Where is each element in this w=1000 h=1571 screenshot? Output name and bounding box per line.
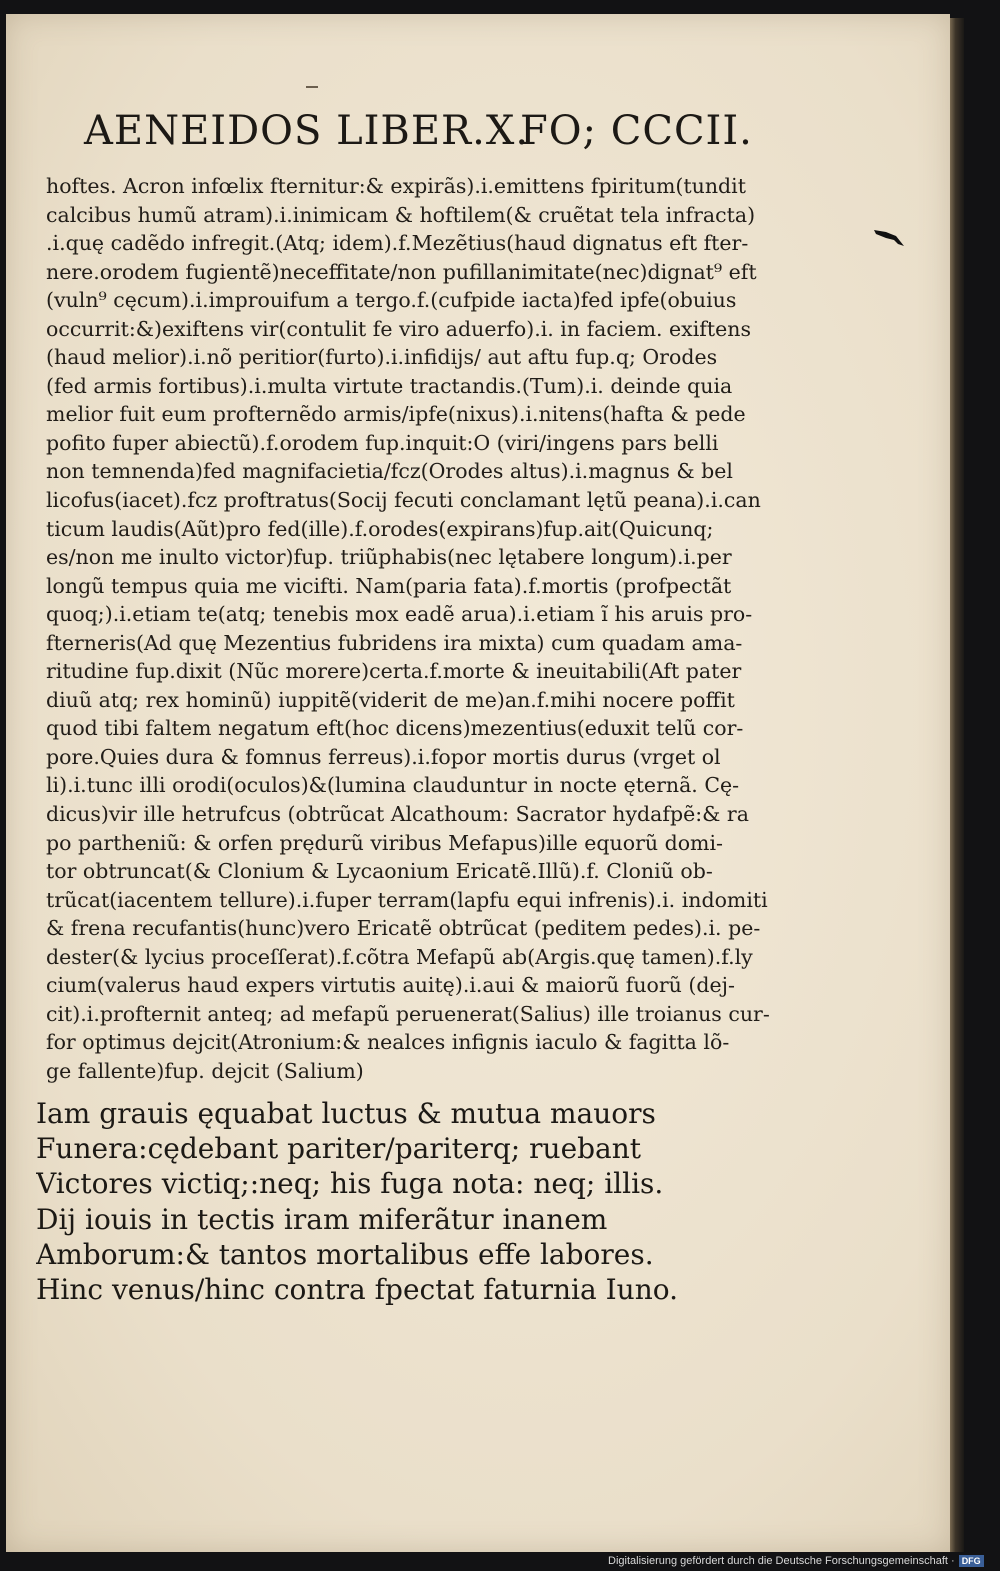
commentary-line: cium(valerus haud expers virtutis auitę).i.aui & maiorũ fuorũ (dej- [46,973,735,998]
ink-mark [306,86,318,88]
commentary-line: quod tibi faltem negatum eft(hoc dicens)mezentius(eduxit telũ cor- [46,716,744,741]
commentary-line: dester(& lycius proceſſerat).f.cõtra Mefapũ ab(Argis.quę tamen).f.ly [46,944,753,969]
folio-number: FO; CCCII. [520,108,753,154]
pointing-hand-icon [872,224,906,250]
credit-text: Digitalisierung gefördert durch die Deutsche Forschungsgemeinschaft · [608,1555,955,1567]
commentary-block [46,172,786,1086]
commentary-line: non temnenda)fed magnifacietia/fcz(Orodes altus).i.magnus & bel [46,459,733,484]
commentary-line: pofito fuper abiectũ).f.orodem fup.inquit:O (viri/ingens pars belli [46,430,719,455]
verse-line: Hinc venus/hinc contra fpectat faturnia Iuno. [36,1272,678,1306]
commentary-line: nere.orodem fugientẽ)neceffitate/non pufillanimitate(nec)dignat⁹ eft [46,259,757,284]
commentary-line: .i.quę cadẽdo infregit.(Atq; idem).f.Mezẽtius(haud dignatus eft fter- [46,231,749,256]
commentary-line: (haud melior).i.nõ peritior(furto).i.infidijs/ aut aftu fup.q; Orodes [46,345,718,370]
commentary-line: licofus(iacet).fcz proftratus(Socij fecuti conclamant lętũ peana).i.can [46,488,761,513]
commentary-line: pore.Quies dura & fomnus ferreus).i.fopor mortis durus (vrget ol [46,744,721,769]
verse-line: Amborum:& tantos mortalibus effe labores. [36,1237,654,1271]
commentary-line: (vuln⁹ cęcum).i.improuifum a tergo.f.(cufpide iacta)fed ipfe(obuius [46,288,737,313]
commentary-line: diuũ atq; rex hominũ) iuppitẽ(viderit de me)an.f.mihi nocere poffit [46,687,735,712]
digitization-credit [608,1553,998,1569]
commentary-line: cit).i.profternit anteq; ad mefapũ peruenerat(Salius) ille troianus cur- [46,1001,770,1026]
commentary-line: (fed armis fortibus).i.multa virtute tractandis.(Tum).i. deinde quia [46,373,733,398]
book-page [6,14,950,1552]
commentary-line: for optimus dejcit(Atronium:& nealces infignis iaculo & fagitta lõ- [46,1030,730,1055]
commentary-line: po partheniũ: & orfen prędurũ viribus Mefapus)ille equorũ domi- [46,830,723,855]
commentary-line: fterneris(Ad quę Mezentius fubridens ira mixta) cum quadam ama- [46,630,743,655]
page-edge [950,18,964,1552]
verse-line: Dij iouis in tectis iram miferãtur inanem [36,1202,608,1236]
header-title: AENEIDOS LIBER.X. [84,108,530,154]
commentary-line: quoq;).i.etiam te(atq; tenebis mox eadẽ arua).i.etiam ĩ his aruis pro- [46,602,753,627]
verse-block [36,1096,696,1307]
commentary-line: hoftes. Acron infœlix fternitur:& expirãs).i.emittens fpiritum(tundit [46,174,746,198]
commentary-line: melior fuit eum profternẽdo armis/ipfe(nixus).i.nitens(hafta & pede [46,402,746,427]
commentary-line: occurrit:&)exiftens vir(contulit fe viro aduerfo).i. in faciem. exiftens [46,316,751,341]
commentary-line: li).i.tunc illi orodi(oculos)&(lumina clauduntur in nocte ęternã. Cę- [46,773,740,798]
commentary-line: trũcat(iacentem tellure).i.fuper terram(lapfu equi infrenis).i. indomiti [46,887,768,912]
commentary-line: tor obtruncat(& Clonium & Lycaonium Ericatẽ.Illũ).f. Cloniũ ob- [46,859,713,884]
commentary-line: longũ tempus quia me vicifti. Nam(paria fata).f.mortis (profpectãt [46,573,732,598]
commentary-line: es/non me inulto victor)fup. triũphabis(nec lętabere longum).i.per [46,545,732,570]
commentary-line: calcibus humũ atram).i.inimicam & hoftilem(& cruẽtat tela infracta) [46,202,756,227]
verse-line: Iam grauis ęquabat luctus & mutua mauors [36,1097,656,1130]
commentary-line: ritudine fup.dixit (Nũc morere)certa.f.morte & ineuitabili(Aft pater [46,659,742,684]
verse-line: Funera:cędebant pariter/pariterq; ruebant [36,1132,642,1166]
dfg-logo: DFG [959,1555,984,1567]
commentary-line: & frena recufantis(hunc)vero Ericatẽ obtrũcat (peditem pedes).i. pe- [46,916,761,941]
commentary-line: dicus)vir ille hetrufcus (obtrũcat Alcathoum: Sacrator hydafpẽ:& ra [46,802,749,827]
verse-line: Victores victiq;:neq; his fuga nota: neq; illis. [36,1167,664,1201]
commentary-line: ge fallente)fup. dejcit (Salium) [46,1058,364,1083]
running-header [84,108,753,164]
commentary-line: ticum laudis(Aũt)pro fed(ille).f.orodes(expirans)fup.ait(Quicunq; [46,516,714,541]
